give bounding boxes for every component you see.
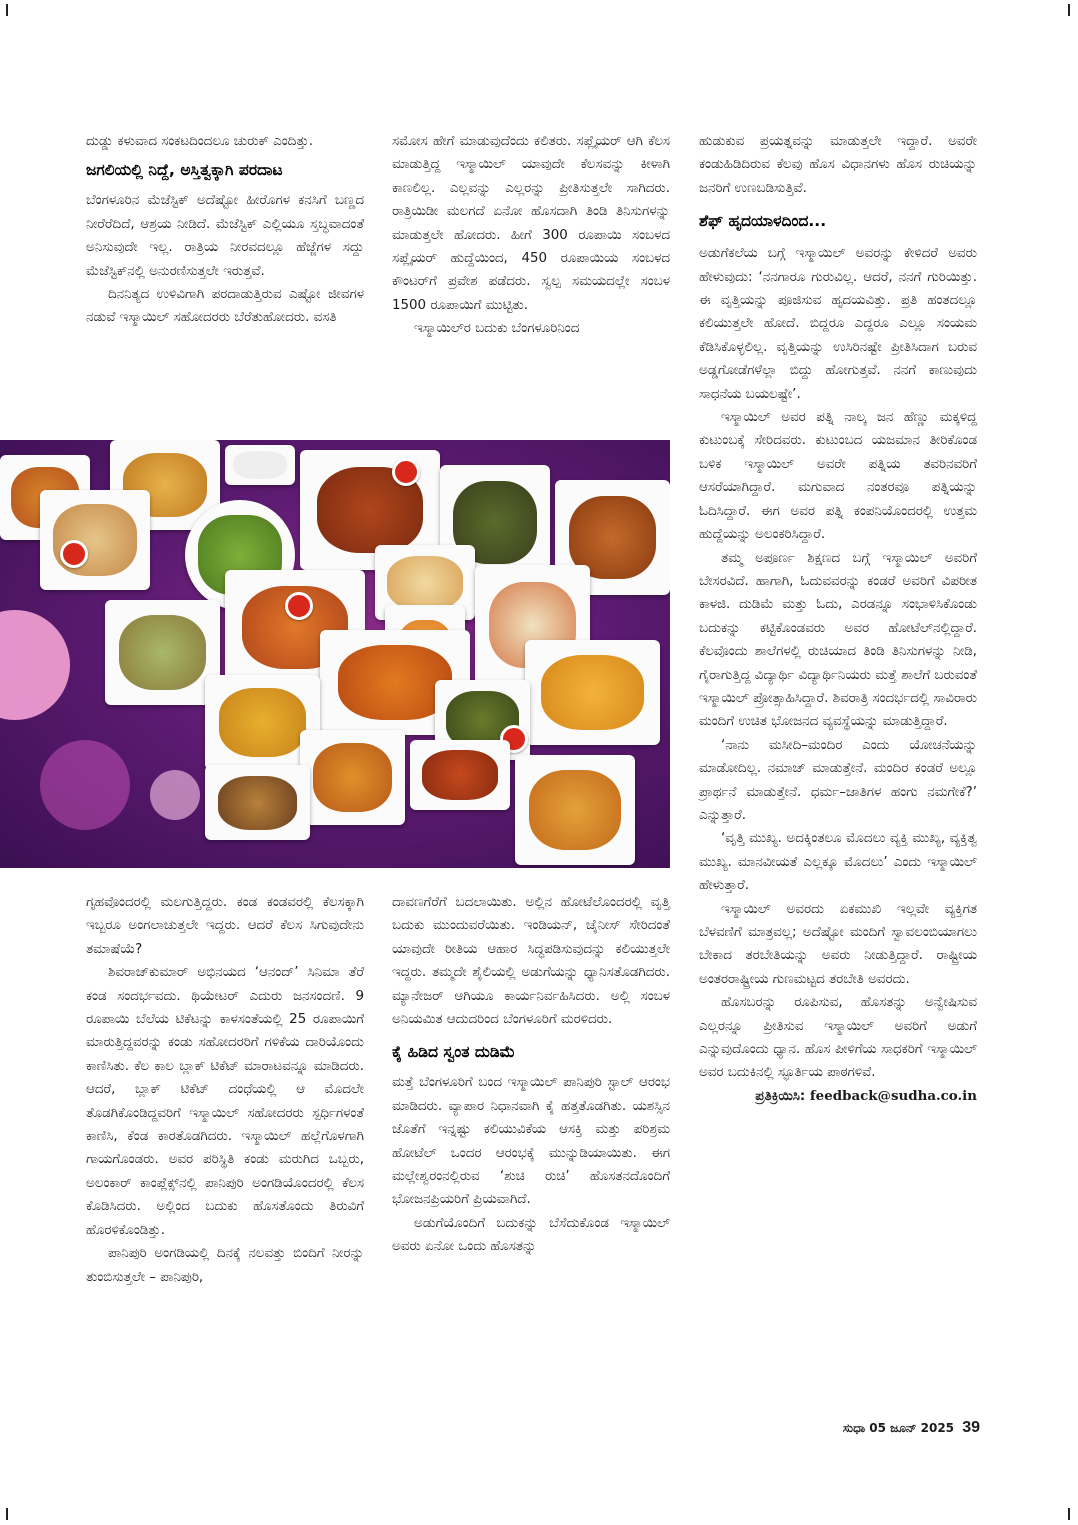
- section-heading: ಜಗಲಿಯಲ್ಲಿ ನಿದ್ದೆ, ಅಸ್ತಿತ್ವಕ್ಕಾಗಿ ಪರದಾಟ: [86, 161, 283, 180]
- paragraph: ಅಡುಗೆಕಲೆಯ ಬಗ್ಗೆ ಇಸ್ಮಾಯಿಲ್ ಅವರನ್ನು ಕೇಳಿದರೆ ಅವರು ಹೇಳುವುದು: ‘ನನಗಾರೂ ಗುರುವಿಲ್ಲ. ಆದರೆ, ನನಗೆ ಗುರಿಯಿತ್ತು. ಈ ವೃತ್ತಿಯನ್ನು ಪೂಜಿಸುವ ಹೃದಯವಿತ್ತು. ಪ್ರತಿ ಹಂತದಲ್ಲೂ ಕಲಿಯುತ್ತಲೇ ಹೋದೆ. ಬಿದ್ದರೂ ಎದ್ದರೂ ಎಲ್ಲೂ ಸಂಯಮ ಕೆಡಿಸಿಕೊಳ್ಳಲಿಲ್ಲ. ವೃತ್ತಿಯನ್ನು ಉಸಿರಿನಷ್ಟೇ ಪ್ರೀತಿಸಿದಾಗ ಬರುವ ಅಡ್ಡಗೋಡೆಗಳೆಲ್ಲಾ ಬಿದ್ದು ಹೋಗುತ್ತವೆ. ನನಗೆ ಕಾಣುವುದು ಸಾಧನೆಯ ಬಯಲಷ್ಟೇ’.: [699, 246, 977, 402]
- paragraph: ‘ನಾನು ಮಸೀದಿ–ಮಂದಿರ ಎಂದು ಯೋಚನೆಯನ್ನು ಮಾಡೋದಿಲ್ಲ. ನಮಾಜ್ ಮಾಡುತ್ತೇನೆ. ಮಂದಿರ ಕಂಡರೆ ಅಲ್ಲೂ ಪ್ರಾರ್ಥನೆ ಮಾಡುತ್ತೇನೆ. ಧರ್ಮ–ಜಾತಿಗಳ ಹಂಗು ನಮಗೇಕೆ?’ ಎನ್ನುತ್ತಾರೆ.: [699, 737, 977, 823]
- crop-mark: [6, 1508, 8, 1520]
- crop-mark: [1068, 4, 1070, 16]
- section-heading: ಕೈ ಹಿಡಿದ ಸ್ವಂತ ದುಡಿಮೆ: [392, 1043, 515, 1062]
- food-plate: [410, 740, 510, 810]
- paragraph: ಇಸ್ಮಾಯಿಲ್ ಅವರದು ಏಕಮುಖಿ ಇಲ್ಲವೇ ವ್ಯಕ್ತಿಗತ ಬೆಳವಣಿಗೆ ಮಾತ್ರವಲ್ಲ; ಅದೆಷ್ಟೋ ಮಂದಿಗೆ ಸ್ವಾವಲಂಬಿಯಾಗಲು ಬೇಕಾದ ತರಬೇತಿಯನ್ನು ಅವರು ನೀಡುತ್ತಿದ್ದಾರೆ. ರಾಷ್ಟ್ರೀಯ ಅಂತರರಾಷ್ಟ್ರೀಯ ಗುಣಮಟ್ಟದ ತರಬೇತಿ ಅವರದು.: [699, 901, 977, 987]
- sauce-bowl: [392, 458, 420, 486]
- food-photo: [0, 440, 670, 868]
- food-plate: [205, 765, 310, 840]
- food-plate: [40, 490, 150, 590]
- article-column-2-top: [392, 130, 670, 341]
- article-column-2-bottom: [392, 891, 670, 1259]
- article-column-1-top: [86, 130, 364, 330]
- crop-mark: [6, 4, 8, 16]
- paragraph: ಇಸ್ಮಾಯಿಲ್‌ರ ಬದುಕು ಬೆಂಗಳೂರಿನಿಂದ: [414, 321, 580, 337]
- page-footer: [820, 1415, 980, 1441]
- sauce-bowl: [60, 540, 88, 568]
- food-plate: [105, 600, 220, 705]
- paragraph: ಇಸ್ಮಾಯಿಲ್ ಅವರ ಪತ್ನಿ ನಾಲ್ಕ ಜನ ಹೆಣ್ಣು ಮಕ್ಕಳಿದ್ದ ಕುಟುಂಬಕ್ಕೆ ಸೇರಿದವರು. ಕುಟುಂಬದ ಯಜಮಾನ ತೀರಿಕೊಂಡ ಬಳಿಕ ಇಸ್ಮಾಯಿಲ್ ಅವರೇ ಪತ್ನಿಯ ತವರಿನವರಿಗೆ ಆಸರೆಯಾಗಿದ್ದಾರೆ. ಮಗುವಾದ ನಂತರವೂ ಪತ್ನಿಯನ್ನು ಓದಿಸಿದ್ದಾರೆ. ಈಗ ಅವರ ಪತ್ನಿ ಕಂಪನಿಯೊಂದರಲ್ಲಿ ಉತ್ತಮ ಹುದ್ದೆಯನ್ನು ಅಲಂಕರಿಸಿದ್ದಾರೆ.: [699, 410, 977, 543]
- food-plate: [300, 730, 405, 825]
- paragraph: ದಾವಣಗೆರೆಗೆ ಬದಲಾಯಿತು. ಅಲ್ಲಿನ ಹೋಟೆಲೊಂದರಲ್ಲಿ ವೃತ್ತಿ ಬದುಕು ಮುಂದುವರೆಯಿತು. ಇಂಡಿಯನ್, ಚೈನೀಸ್ ಸೇರಿದಂತೆ ಯಾವುದೇ ರೀತಿಯ ಆಹಾರ ಸಿದ್ಧಪಡಿಸುವುದನ್ನು ಕಲಿಯುತ್ತಲೇ ಇದ್ದರು. ತಮ್ಮದೇ ಶೈಲಿಯಲ್ಲಿ ಅಡುಗೆಯನ್ನು ಧ್ಯಾನಿಸತೊಡಗಿದರು. ಮ್ಯಾನೇಜರ್ ಆಗಿಯೂ ಕಾರ್ಯನಿರ್ವಹಿಸಿದರು. ಅಲ್ಲಿ ಸಂಬಳ ಅನಿಯಮಿತ ಆದುದರಿಂದ ಬೆಂಗಳೂರಿಗೆ ಮರಳಿದರು.: [392, 895, 670, 1028]
- feedback-line: [699, 1085, 977, 1108]
- paragraph: ಅಡುಗೆಯೊಂದಿಗೆ ಬದುಕನ್ನು ಬೆಸೆದುಕೊಂಡ ಇಸ್ಮಾಯಿಲ್ ಅವರು ಏನೋ ಒಂದು ಹೊಸತನ್ನು: [392, 1215, 670, 1255]
- sauce-bowl: [285, 592, 313, 620]
- food-plate: [525, 640, 660, 745]
- paragraph: ಬೆಂಗಳೂರಿನ ಮೆಜೆಸ್ಟಿಕ್ ಅದೆಷ್ಟೋ ಹೀರೊಗಳ ಕನಸಿಗೆ ಬಣ್ಣದ ನೀರೆರೆದಿದೆ, ಆಶ್ರಯ ನೀಡಿದೆ. ಮೆಜೆಸ್ಟಿಕ್ ಎಲ್ಲಿಯೂ ಸ್ತಬ್ಧವಾದಂತೆ ಅನಿಸುವುದೇ ಇಲ್ಲ. ರಾತ್ರಿಯ ನೀರವದಲ್ಲೂ ಹೆಜ್ಜೆಗಳ ಸದ್ದು ಮೆಜೆಸ್ಟಿಕ್‌ನಲ್ಲಿ ಅನುರಣಿಸುತ್ತಲೇ ಇರುತ್ತವೆ.: [86, 193, 364, 279]
- paragraph: ‘ವೃತ್ತಿ ಮುಖ್ಯ. ಅದಕ್ಕಿಂತಲೂ ಮೊದಲು ವ್ಯಕ್ತಿ ಮುಖ್ಯ, ವ್ಯಕ್ತಿತ್ವ ಮುಖ್ಯ. ಮಾನವೀಯತೆ ಎಲ್ಲಕ್ಕೂ ಮೊದಲು’ ಎಂದು ಇಸ್ಮಾಯಿಲ್ ಹೇಳುತ್ತಾರೆ.: [699, 831, 977, 894]
- page-number: 39: [962, 1419, 980, 1436]
- issue-date: 05 ಜೂನ್ 2025: [869, 1421, 955, 1435]
- article-column-1-bottom: [86, 891, 364, 1289]
- paragraph: ದಿನನಿತ್ಯದ ಉಳಿವಿಗಾಗಿ ಪರದಾಡುತ್ತಿರುವ ಎಷ್ಟೋ ಜೀವಗಳ ನಡುವೆ ಇಸ್ಮಾಯಿಲ್ ಸಹೋದರರು ಬೆರೆತುಹೋದರು. ವಸತಿ: [86, 287, 364, 326]
- paragraph: ದುಡ್ಡು ಕಳುವಾದ ಸಂಕಟದಿಂದಲೂ ಚುರುಕ್ ಎಂದಿತ್ತು.: [86, 134, 314, 149]
- paragraph: ಮತ್ತೆ ಬೆಂಗಳೂರಿಗೆ ಬಂದ ಇಸ್ಮಾಯಿಲ್ ಪಾನಿಪುರಿ ಸ್ಟಾಲ್ ಆರಂಭ ಮಾಡಿದರು. ವ್ಯಾಪಾರ ನಿಧಾನವಾಗಿ ಕೈ ಹತ್ತತೊಡಗಿತು. ಯಶಸ್ಸಿನ ಜೊತೆಗೆ ಇನ್ನಷ್ಟು ಕಲಿಯುವಿಕೆಯ ಆಸಕ್ತಿ ಮತ್ತು ಪರಿಶ್ರಮ ಹೋಟೆಲ್ ಒಂದರ ಆರಂಭಕ್ಕೆ ಮುನ್ನುಡಿಯಾಯಿತು. ಈಗ ಮಲ್ಲೇಶ್ವರಂನಲ್ಲಿರುವ ‘ಶುಚಿ ರುಚಿ’ ಹೊಸತನದೊಂದಿಗೆ ಭೋಜನಪ್ರಿಯರಿಗೆ ಪ್ರಿಯವಾಗಿದೆ.: [392, 1075, 670, 1208]
- bokeh-light: [150, 770, 200, 820]
- bokeh-light: [40, 740, 130, 830]
- paragraph: ತಮ್ಮ ಅಪೂರ್ಣ ಶಿಕ್ಷಣದ ಬಗ್ಗೆ ಇಸ್ಮಾಯಿಲ್ ಅವರಿಗೆ ಬೇಸರವಿದೆ. ಹಾಗಾಗಿ, ಓದುವವರನ್ನು ಕಂಡರೆ ಅವರಿಗೆ ವಿಪರೀತ ಕಾಳಜಿ. ದುಡಿಮೆ ಮತ್ತು ಓದು, ಎರಡನ್ನೂ ಸಂಭಾಳಿಸಿಕೊಂಡು ಬದುಕನ್ನು ಕಟ್ಟಿಕೊಂಡವರು ಅವರ ಹೋಟೆಲ್‌ನಲ್ಲಿದ್ದಾರೆ. ಕೆಲವೊಂದು ಶಾಲೆಗಳಲ್ಲಿ ರುಚಿಯಾದ ತಿಂಡಿ ತಿನಿಸುಗಳನ್ನು ನೀಡಿ, ಗೈರಾಗುತ್ತಿದ್ದ ವಿದ್ಯಾರ್ಥಿ ವಿದ್ಯಾರ್ಥಿನಿಯರು ಮತ್ತೆ ಶಾಲೆಗೆ ಬರುವಂತೆ ಇಸ್ಮಾಯಿಲ್ ಪ್ರೋತ್ಸಾಹಿಸಿದ್ದಾರೆ. ಶಿವರಾತ್ರಿ ಸಂದರ್ಭದಲ್ಲಿ ಸಾವಿರಾರು ಮಂದಿಗೆ ಉಚಿತ ಭೋಜನದ ವ್ಯವಸ್ಥೆಯನ್ನು ಮಾಡುತ್ತಿದ್ದಾರೆ.: [699, 550, 977, 730]
- section-heading: ಶೆಫ್ ಹೃದಯಾಳದಿಂದ...: [699, 212, 827, 231]
- paragraph: ಶಿವರಾಜ್‌ಕುಮಾರ್ ಅಭಿನಯದ ‘ಆನಂದ್’ ಸಿನಿಮಾ ತೆರೆ ಕಂಡ ಸಂದರ್ಭವದು. ಥಿಯೇಟರ್ ಎದುರು ಜನಸಂದಣಿ. 9 ರೂಪಾಯಿ ಬೆಲೆಯ ಟಿಕೆಟನ್ನು ಕಾಳಸಂತೆಯಲ್ಲಿ 25 ರೂಪಾಯಿಗೆ ಮಾರುತ್ತಿದ್ದವರನ್ನು ಕಂಡು ಸಹೋದರರಿಗೆ ಗಳಿಕೆಯ ದಾರಿಯೊಂದು ಕಾಣಿಸಿತು. ಕೆಲ ಕಾಲ ಬ್ಲಾಕ್ ಟಿಕೆಟ್ ಮಾರಾಟವನ್ನೂ ಮಾಡಿದರು. ಆದರೆ, ಬ್ಲಾಕ್ ಟಿಕೆಟ್ ದಂಧೆಯಲ್ಲಿ ಆ ಮೊದಲೇ ತೊಡಗಿಕೊಂಡಿದ್ದವರಿಗೆ ಇಸ್ಮಾಯಿಲ್ ಸಹೋದರರು ಸ್ಪರ್ಧಿಗಳಂತೆ ಕಾಣಿಸಿ, ಕೆಂಡ ಕಾರತೊಡಗಿದರು. ಇಸ್ಮಾಯಿಲ್ ಹಲ್ಲೆಗೊಳಗಾಗಿ ಗಾಯಗೊಂಡರು. ಅವರ ಪರಿಸ್ಥಿತಿ ಕಂಡು ಮರುಗಿದ ಒಬ್ಬರು, ಅಲಂಕಾರ್ ಕಾಂಪ್ಲೆಕ್ಸ್‌ನಲ್ಲಿ ಪಾನಿಪುರಿ ಅಂಗಡಿಯೊಂದರಲ್ಲಿ ಕೆಲಸ ಕೊಡಿಸಿದರು. ಅಲ್ಲಿಂದ ಬದುಕು ಹೊಸತೊಂದು ತಿರುವಿಗೆ ಹೊರಳಿಕೊಂಡಿತ್ತು.: [86, 965, 364, 1238]
- bokeh-light: [0, 610, 70, 720]
- food-plate: [515, 755, 635, 865]
- magazine-name: ಸುಧಾ: [842, 1421, 866, 1435]
- paragraph: ಪಾನಿಪುರಿ ಅಂಗಡಿಯಲ್ಲಿ ದಿನಕ್ಕೆ ನಲವತ್ತು ಬಿಂದಿಗೆ ನೀರನ್ನು ತುಂಬಿಸುತ್ತಲೇ – ಪಾನಿಪುರಿ,: [86, 1246, 364, 1285]
- paragraph: ಸಮೋಸ ಹೇಗೆ ಮಾಡುವುದೆಂದು ಕಲಿತರು. ಸಪ್ಲೈಯರ್ ಆಗಿ ಕೆಲಸ ಮಾಡುತ್ತಿದ್ದ ಇಸ್ಮಾಯಿಲ್ ಯಾವುದೇ ಕೆಲಸವನ್ನು ಕೀಳಾಗಿ ಕಾಣಲಿಲ್ಲ. ಎಲ್ಲವನ್ನು ಎಲ್ಲರನ್ನು ಪ್ರೀತಿಸುತ್ತಲೇ ಸಾಗಿದರು. ರಾತ್ರಿಯಿಡೀ ಮಲಗದೆ ಏನೋ ಹೊಸದಾಗಿ ತಿಂಡಿ ತಿನಿಸುಗಳನ್ನು ಮಾಡುತ್ತಲೇ ಹೋದರು. ಹೀಗೆ 300 ರೂಪಾಯಿ ಸಂಬಳದ ಸಪ್ಲೈಯರ್ ಹುದ್ದೆಯಿಂದ, 450 ರೂಪಾಯಿಯ ಸಂಬಳದ ಕೌಂಟರ್‌ಗೆ ಪ್ರವೇಶ ಪಡೆದರು. ಸ್ವಲ್ಪ ಸಮಯದಲ್ಲೇ ಸಂಬಳ 1500 ರೂಪಾಯಿಗೆ ಮುಟ್ಟಿತು.: [392, 134, 670, 313]
- feedback-label: ಪ್ರತಿಕ್ರಿಯಿಸಿ:: [755, 1088, 806, 1104]
- paragraph: ಗೃಹವೊಂದರಲ್ಲಿ ಮಲಗುತ್ತಿದ್ದರು. ಕಂಡ ಕಂಡವರಲ್ಲಿ ಕೆಲಸಕ್ಕಾಗಿ ಇಬ್ಬರೂ ಅಂಗಲಾಚುತ್ತಲೇ ಇದ್ದರು. ಆದರೆ ಕೆಲಸ ಸಿಗುವುದೇನು ತಮಾಷೆಯೆ?: [86, 895, 364, 957]
- paragraph: ಹುಡುಕುವ ಪ್ರಯತ್ನವನ್ನು ಮಾಡುತ್ತಲೇ ಇದ್ದಾರೆ. ಅವರೇ ಕಂಡುಹಿಡಿದಿರುವ ಕೆಲವು ಹೊಸ ವಿಧಾನಗಳು ಹೊಸ ರುಚಿಯನ್ನು ಜನರಿಗೆ ಉಣಬಡಿಸುತ್ತಿವೆ.: [699, 134, 977, 196]
- food-plate: [225, 445, 295, 485]
- article-column-3: [699, 130, 977, 1108]
- crop-mark: [1068, 1508, 1070, 1520]
- feedback-email[interactable]: feedback@sudha.co.in: [809, 1087, 977, 1104]
- paragraph: ಹೊಸಬರನ್ನು ರೂಪಿಸುವ, ಹೊಸತನ್ನು ಅನ್ವೇಷಿಸುವ ಎಲ್ಲರನ್ನೂ ಪ್ರೀತಿಸುವ ಇಸ್ಮಾಯಿಲ್ ಅವರಿಗೆ ಅಡುಗೆ ಎನ್ನುವುದೊಂದು ಧ್ಯಾನ. ಹೊಸ ಪೀಳಿಗೆಯ ಸಾಧಕರಿಗೆ ಇಸ್ಮಾಯಿಲ್ ಅವರ ಬದುಕಿನಲ್ಲಿ ಸ್ಫೂರ್ತಿಯ ಪಾಠಗಳಿವೆ.: [699, 995, 977, 1081]
